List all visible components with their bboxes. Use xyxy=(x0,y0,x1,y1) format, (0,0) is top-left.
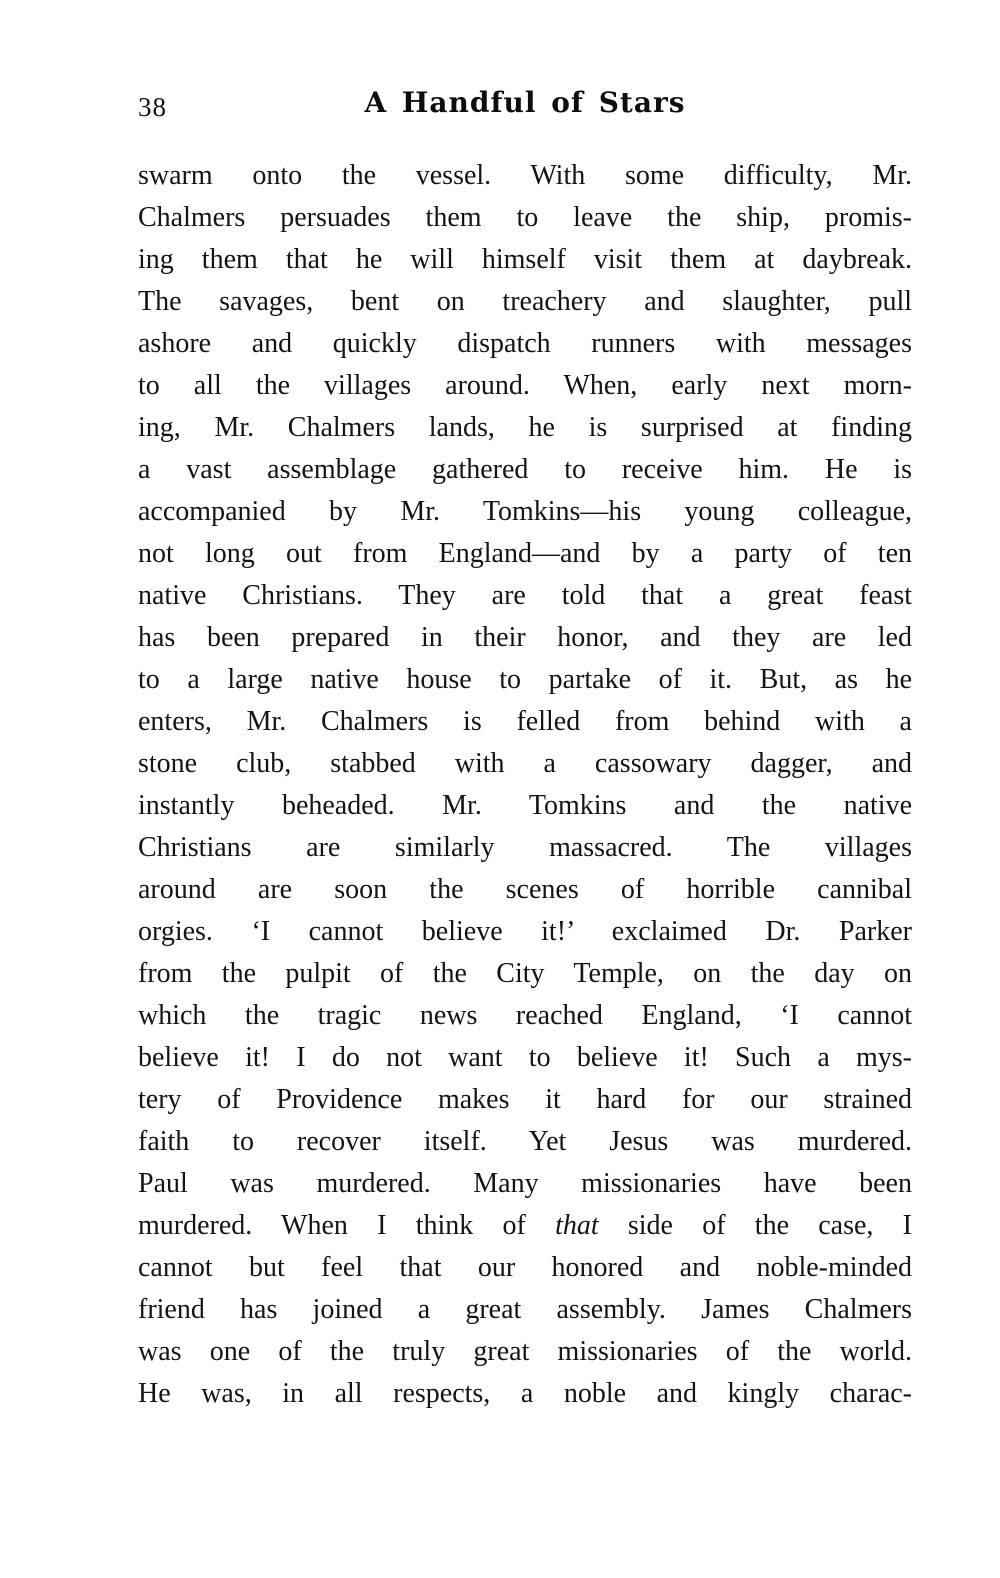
text-line: enters, Mr. Chalmers is felled from behind with a xyxy=(138,706,912,737)
text-line: around are soon the scenes of horrible cannibal xyxy=(138,874,912,905)
page-header xyxy=(138,86,912,126)
text-line: tery of Providence makes it hard for our strained xyxy=(138,1084,912,1115)
text-line: Christians are similarly massacred. The villages xyxy=(138,832,912,863)
text-line: not long out from England—and by a party of ten xyxy=(138,538,912,569)
text-line: native Christians. They are told that a great feast xyxy=(138,580,912,611)
text-line: has been prepared in their honor, and they are led xyxy=(138,622,912,653)
text-line: accompanied by Mr. Tomkins—his young colleague, xyxy=(138,496,912,527)
text-line: instantly beheaded. Mr. Tomkins and the native xyxy=(138,790,912,821)
body-text xyxy=(138,155,912,1415)
text-line: ing, Mr. Chalmers lands, he is surprised at finding xyxy=(138,412,912,443)
text-line: ashore and quickly dispatch runners with messages xyxy=(138,328,912,359)
text-line: swarm onto the vessel. With some difficulty, Mr. xyxy=(138,160,912,191)
text-line: murdered. When I think of that side of the case, I xyxy=(138,1210,913,1241)
text-line: friend has joined a great assembly. James Chalmers xyxy=(138,1294,912,1325)
text-line: ing them that he will himself visit them at daybreak. xyxy=(138,244,912,275)
text-line: was one of the truly great missionaries of the world. xyxy=(138,1336,912,1367)
text-line: Paul was murdered. Many missionaries have been xyxy=(138,1168,912,1199)
text-line: from the pulpit of the City Temple, on the day on xyxy=(138,958,912,989)
text-line: believe it! I do not want to believe it! Such a mys- xyxy=(138,1042,912,1073)
text-line: to all the villages around. When, early next morn- xyxy=(138,370,912,401)
text-line: a vast assemblage gathered to receive him. He is xyxy=(138,454,912,485)
page-number: 38 xyxy=(138,92,167,122)
running-title: A Handful of Stars xyxy=(364,86,686,119)
text-line: The savages, bent on treachery and slaughter, pull xyxy=(138,286,912,317)
text-line: which the tragic news reached England, ‘I cannot xyxy=(138,1000,912,1031)
text-line: orgies. ‘I cannot believe it!’ exclaimed Dr. Parker xyxy=(138,916,912,947)
text-line: stone club, stabbed with a cassowary dagger, and xyxy=(138,748,912,779)
text-line: cannot but feel that our honored and noble-minded xyxy=(138,1252,912,1283)
text-line: to a large native house to partake of it. But, as he xyxy=(138,664,912,695)
text-line: He was, in all respects, a noble and kingly charac- xyxy=(138,1378,912,1409)
text-line: faith to recover itself. Yet Jesus was murdered. xyxy=(138,1126,912,1157)
text-line: Chalmers persuades them to leave the ship, promis- xyxy=(138,202,912,233)
